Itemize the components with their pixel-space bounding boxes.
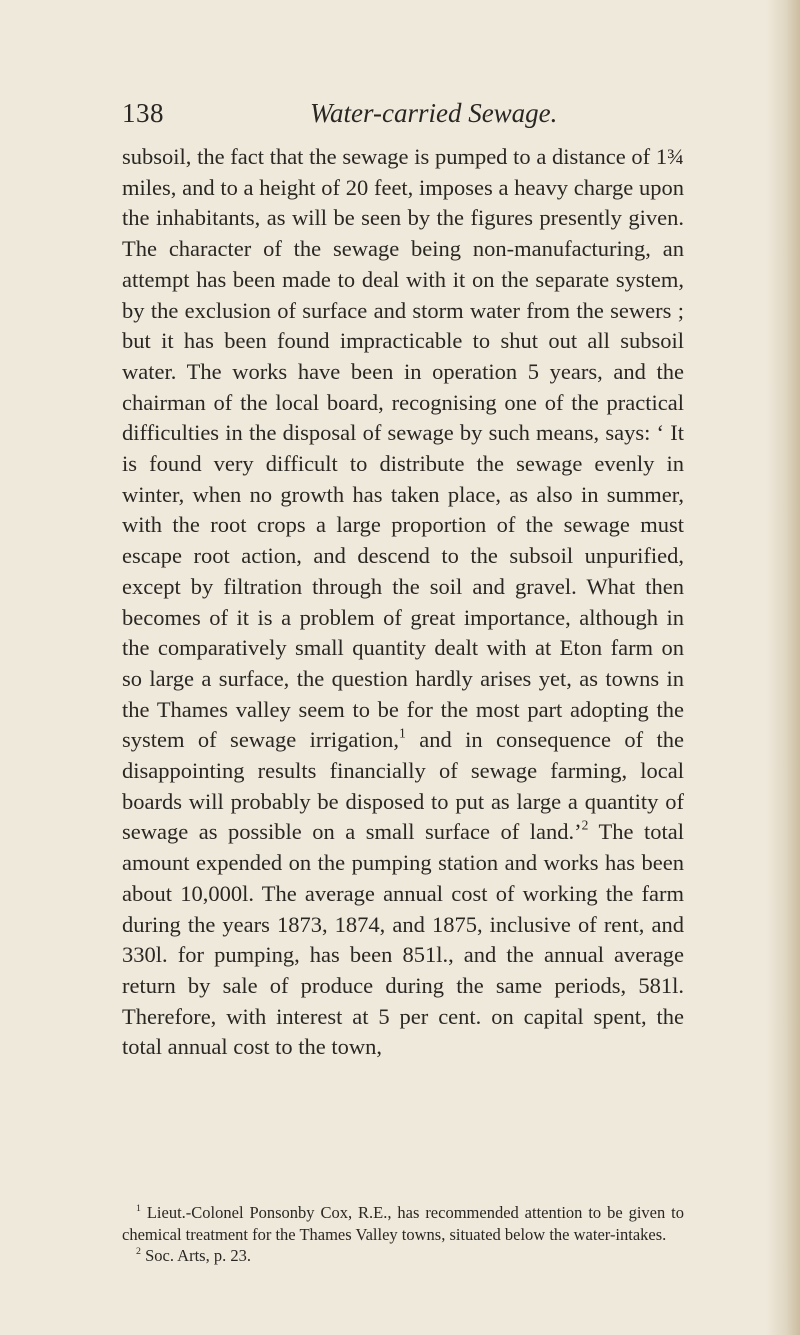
page-edge-shadow xyxy=(766,0,800,1335)
running-title: Water-carried Sewage. xyxy=(310,98,558,128)
footnotes xyxy=(122,1202,684,1267)
body-text xyxy=(122,142,684,1063)
page-number: 138 xyxy=(122,98,164,128)
footnote-text: Lieut.-Colonel Ponsonby Cox, R.E., has recommended attention to be given to chemical treatment for the Thames Valley towns, situated below the water-intakes. xyxy=(122,1203,684,1244)
footnote-marker: 2 xyxy=(136,1246,141,1258)
body-text-part-2: and in consequence of the disappointing results financially of sewage farming, local boards will probably be disposed to put as large a quantity of sewage as possible on a small surface of land.’ xyxy=(122,727,684,845)
footnote-2 xyxy=(122,1245,684,1267)
body-text-part-3: The total amount expended on the pumping station and works has been about 10,000l. The average annual cost of working the farm during the years 1873, 1874, and 1875, inclusive of rent, and 330l. for pumping, has been 851l., and the annual average return by sale of produce during the same periods, 581l. Therefore, with interest at 5 per cent. on capital spent, the total annual cost to the town, xyxy=(122,819,684,1060)
footnote-marker: 1 xyxy=(136,1203,141,1215)
running-head xyxy=(122,98,682,134)
body-text-part-1: subsoil, the fact that the sewage is pumped to a distance of 1¾ miles, and to a height of 20 feet, imposes a heavy charge upon the inhabitants, as will be seen by the figures presently given. The character of the sewage being non-manufacturing, an attempt has been made to deal with it on the separate system, by the exclusion of surface and storm water from the sewers ; but it has been found impracticable to shut out all subsoil water. The works have been in operation 5 years, and the chairman of the local board, recognising one of the practical difficulties in the disposal of sewage by such means, says: ‘ It is found very difficult to distribute the sewage evenly in winter, when no growth has taken place, as also in summer, with the root crops a large proportion of the sewage must escape root action, and descend to the subsoil unpurified, except by filtration through the soil and gravel. What then becomes of it is a problem of great importance, although in the comparatively small quantity dealt with at Eton farm on so large a surface, the question hardly arises yet, as towns in the Thames valley seem to be for the most part adopting the system of sewage irrigation, xyxy=(122,144,684,753)
footnote-ref-2: 2 xyxy=(581,818,589,834)
footnote-text: Soc. Arts, p. 23. xyxy=(140,1246,251,1265)
footnote-ref-1: 1 xyxy=(399,725,406,741)
footnote-1 xyxy=(122,1202,684,1245)
body-paragraph xyxy=(122,142,684,1063)
